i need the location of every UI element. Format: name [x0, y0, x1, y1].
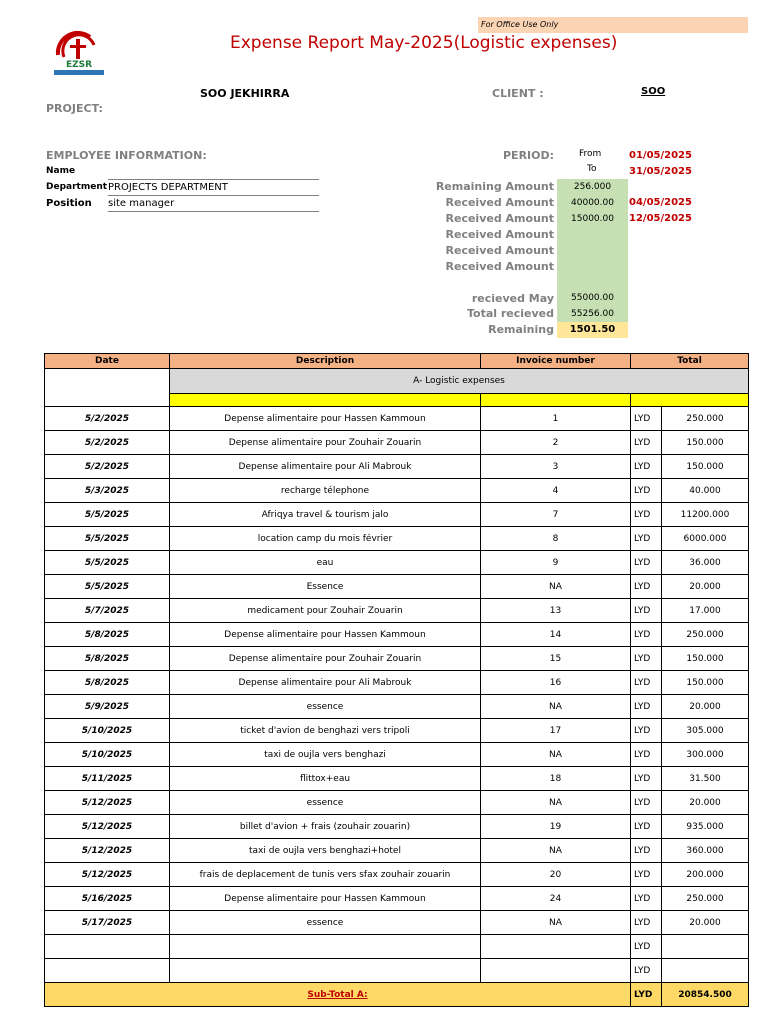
row-date: [45, 959, 170, 983]
row-date: [45, 935, 170, 959]
row-description: Depense alimentaire pour Ali Mabrouk: [170, 671, 481, 695]
row-description: taxi de oujla vers benghazi: [170, 743, 481, 767]
row-date: 5/2/2025: [45, 455, 170, 479]
table-row: [45, 935, 749, 959]
row-date: 5/8/2025: [45, 623, 170, 647]
name-field: [108, 166, 319, 180]
row-invoice: NA: [481, 911, 631, 935]
row-invoice: 13: [481, 599, 631, 623]
subtotal-label: Sub-Total A:: [307, 989, 368, 1000]
table-row: [45, 791, 749, 815]
row-invoice: 18: [481, 767, 631, 791]
row-total: 20.000: [662, 911, 749, 935]
table-row: [45, 455, 749, 479]
row-invoice: 4: [481, 479, 631, 503]
row-date: 5/8/2025: [45, 647, 170, 671]
row-description: billet d'avion + frais (zouhair zouarin): [170, 815, 481, 839]
row-description: frais de deplacement de tunis vers sfax zouhair zouarin: [170, 863, 481, 887]
row-total: 150.000: [662, 671, 749, 695]
employee-info-label: EMPLOYEE INFORMATION:: [46, 149, 207, 162]
row-total: 36.000: [662, 551, 749, 575]
yellow-cell: [170, 394, 481, 407]
row-currency: LYD: [631, 959, 662, 983]
row-invoice: 8: [481, 527, 631, 551]
remaining-amount-label: Remaining Amount: [435, 180, 554, 193]
row-invoice: 20: [481, 863, 631, 887]
row-date: 5/3/2025: [45, 479, 170, 503]
row-description: eau: [170, 551, 481, 575]
row-description: medicament pour Zouhair Zouarin: [170, 599, 481, 623]
row-description: Depense alimentaire pour Zouhair Zouarin: [170, 431, 481, 455]
row-date: 5/17/2025: [45, 911, 170, 935]
row-invoice: 7: [481, 503, 631, 527]
row-date: 5/9/2025: [45, 695, 170, 719]
header-invoice: Invoice number: [481, 354, 631, 369]
row-description: taxi de oujla vers benghazi+hotel: [170, 839, 481, 863]
row-description: Depense alimentaire pour Hassen Kammoun: [170, 623, 481, 647]
row-total: 40.000: [662, 479, 749, 503]
row-invoice: [481, 959, 631, 983]
row-date: 5/12/2025: [45, 815, 170, 839]
row-date: 5/11/2025: [45, 767, 170, 791]
subtotal-row: [45, 983, 749, 1007]
row-invoice: 15: [481, 647, 631, 671]
period-label: PERIOD:: [503, 149, 555, 162]
table-row: [45, 719, 749, 743]
subtotal-label-cell: [45, 983, 631, 1007]
row-total: 360.000: [662, 839, 749, 863]
remaining-label: Remaining: [488, 323, 554, 336]
table-row: [45, 479, 749, 503]
row-date: 5/12/2025: [45, 863, 170, 887]
row-total: 17.000: [662, 599, 749, 623]
received-amount-label-5: Received Amount: [445, 260, 554, 273]
row-date: 5/10/2025: [45, 743, 170, 767]
section-title-row: [45, 369, 749, 394]
svg-text:EZSR: EZSR: [65, 60, 93, 70]
received-date-1: 04/05/2025: [629, 197, 692, 208]
row-currency: LYD: [631, 527, 662, 551]
row-description: Afriqya travel & tourism jalo: [170, 503, 481, 527]
table-row: [45, 599, 749, 623]
row-total: 31.500: [662, 767, 749, 791]
position-label: Position: [46, 198, 92, 209]
remaining-amount-value: 256.000: [573, 182, 612, 192]
yellow-cell: [631, 394, 749, 407]
table-row: [45, 863, 749, 887]
row-currency: LYD: [631, 623, 662, 647]
header-description: Description: [170, 354, 481, 369]
table-row: [45, 887, 749, 911]
to-label: To: [587, 164, 597, 174]
row-total: 250.000: [662, 407, 749, 431]
table-row: [45, 743, 749, 767]
row-total: 11200.000: [662, 503, 749, 527]
table-row: [45, 551, 749, 575]
row-date: 5/2/2025: [45, 431, 170, 455]
received-may-label: recieved May: [471, 292, 554, 305]
row-total: 935.000: [662, 815, 749, 839]
row-invoice: NA: [481, 743, 631, 767]
table-row: [45, 623, 749, 647]
row-date: 5/12/2025: [45, 839, 170, 863]
row-total: 250.000: [662, 887, 749, 911]
row-total: 200.000: [662, 863, 749, 887]
received-amount-label-2: Received Amount: [445, 212, 554, 225]
row-description: essence: [170, 695, 481, 719]
row-total: 150.000: [662, 455, 749, 479]
client-value: SOO: [641, 86, 666, 97]
subtotal-currency: LYD: [631, 983, 662, 1007]
row-currency: LYD: [631, 407, 662, 431]
received-amount-label-4: Received Amount: [445, 244, 554, 257]
row-total: 150.000: [662, 647, 749, 671]
row-date: 5/5/2025: [45, 551, 170, 575]
row-currency: LYD: [631, 551, 662, 575]
row-description: recharge télephone: [170, 479, 481, 503]
row-currency: LYD: [631, 911, 662, 935]
client-label: CLIENT :: [492, 87, 544, 100]
received-amount-value-2: 15000.00: [571, 214, 614, 224]
row-total: 20.000: [662, 575, 749, 599]
row-currency: LYD: [631, 719, 662, 743]
row-date: 5/5/2025: [45, 503, 170, 527]
header-date: Date: [45, 354, 170, 369]
table-row: [45, 527, 749, 551]
row-description: [170, 935, 481, 959]
row-description: location camp du mois février: [170, 527, 481, 551]
received-amount-value-1: 40000.00: [571, 198, 614, 208]
row-currency: LYD: [631, 887, 662, 911]
row-currency: LYD: [631, 695, 662, 719]
row-date: 5/2/2025: [45, 407, 170, 431]
row-invoice: 2: [481, 431, 631, 455]
remaining-value: 1501.50: [557, 322, 628, 338]
office-use-banner: For Office Use Only: [478, 17, 748, 33]
table-row: [45, 575, 749, 599]
row-invoice: 19: [481, 815, 631, 839]
row-date: 5/5/2025: [45, 527, 170, 551]
row-invoice: 9: [481, 551, 631, 575]
row-currency: LYD: [631, 863, 662, 887]
company-name: SOO JEKHIRRA: [200, 87, 290, 100]
row-invoice: 17: [481, 719, 631, 743]
received-may-value: 55000.00: [571, 293, 614, 303]
row-total: 250.000: [662, 623, 749, 647]
row-description: Depense alimentaire pour Hassen Kammoun: [170, 407, 481, 431]
row-invoice: [481, 935, 631, 959]
table-row: [45, 431, 749, 455]
row-description: Depense alimentaire pour Zouhair Zouarin: [170, 647, 481, 671]
header-total: Total: [631, 354, 749, 369]
row-currency: LYD: [631, 647, 662, 671]
table-header-row: [45, 354, 749, 369]
table-row: [45, 503, 749, 527]
from-label: From: [579, 149, 602, 159]
row-invoice: 14: [481, 623, 631, 647]
row-description: [170, 959, 481, 983]
row-date: 5/16/2025: [45, 887, 170, 911]
table-row: [45, 815, 749, 839]
row-description: Depense alimentaire pour Hassen Kammoun: [170, 887, 481, 911]
row-description: essence: [170, 911, 481, 935]
row-currency: LYD: [631, 935, 662, 959]
row-description: Depense alimentaire pour Ali Mabrouk: [170, 455, 481, 479]
expense-table: [44, 353, 749, 1007]
row-description: essence: [170, 791, 481, 815]
row-invoice: NA: [481, 575, 631, 599]
company-logo: [50, 25, 108, 81]
row-total: 20.000: [662, 695, 749, 719]
row-total: 20.000: [662, 791, 749, 815]
total-received-value: 55256.00: [571, 309, 614, 319]
row-invoice: 24: [481, 887, 631, 911]
table-row: [45, 911, 749, 935]
row-date: 5/5/2025: [45, 575, 170, 599]
received-amount-label-3: Received Amount: [445, 228, 554, 241]
row-currency: LYD: [631, 431, 662, 455]
row-currency: LYD: [631, 743, 662, 767]
row-total: 6000.000: [662, 527, 749, 551]
row-currency: LYD: [631, 479, 662, 503]
row-date: 5/7/2025: [45, 599, 170, 623]
name-label: Name: [46, 166, 76, 176]
row-currency: LYD: [631, 575, 662, 599]
row-total: [662, 935, 749, 959]
row-invoice: 16: [481, 671, 631, 695]
period-to-date: 31/05/2025: [629, 166, 692, 177]
row-currency: LYD: [631, 767, 662, 791]
row-currency: LYD: [631, 671, 662, 695]
row-currency: LYD: [631, 815, 662, 839]
row-invoice: 1: [481, 407, 631, 431]
row-invoice: NA: [481, 695, 631, 719]
row-invoice: NA: [481, 839, 631, 863]
section-blank-cell: [45, 369, 170, 407]
row-currency: LYD: [631, 455, 662, 479]
row-description: Essence: [170, 575, 481, 599]
row-currency: LYD: [631, 599, 662, 623]
row-description: flittox+eau: [170, 767, 481, 791]
received-date-2: 12/05/2025: [629, 213, 692, 224]
row-currency: LYD: [631, 839, 662, 863]
received-amount-label-1: Received Amount: [445, 196, 554, 209]
total-received-label: Total recieved: [466, 307, 554, 320]
row-date: 5/10/2025: [45, 719, 170, 743]
report-title: Expense Report May-2025(Logistic expenses): [230, 33, 618, 53]
period-from-date: 01/05/2025: [629, 150, 692, 161]
table-row: [45, 959, 749, 983]
row-currency: LYD: [631, 503, 662, 527]
table-row: [45, 671, 749, 695]
row-total: [662, 959, 749, 983]
subtotal-value: 20854.500: [662, 983, 749, 1007]
department-label: Department: [46, 182, 108, 192]
position-field: site manager: [108, 198, 319, 212]
row-invoice: NA: [481, 791, 631, 815]
row-description: ticket d'avion de benghazi vers tripoli: [170, 719, 481, 743]
project-label: PROJECT:: [46, 102, 103, 115]
table-row: [45, 767, 749, 791]
row-total: 305.000: [662, 719, 749, 743]
row-date: 5/8/2025: [45, 671, 170, 695]
row-currency: LYD: [631, 791, 662, 815]
row-date: 5/12/2025: [45, 791, 170, 815]
department-field: PROJECTS DEPARTMENT: [108, 182, 319, 196]
section-title: A- Logistic expenses: [170, 369, 749, 394]
table-row: [45, 695, 749, 719]
row-total: 150.000: [662, 431, 749, 455]
yellow-cell: [481, 394, 631, 407]
row-total: 300.000: [662, 743, 749, 767]
table-row: [45, 839, 749, 863]
row-invoice: 3: [481, 455, 631, 479]
table-row: [45, 407, 749, 431]
table-row: [45, 647, 749, 671]
